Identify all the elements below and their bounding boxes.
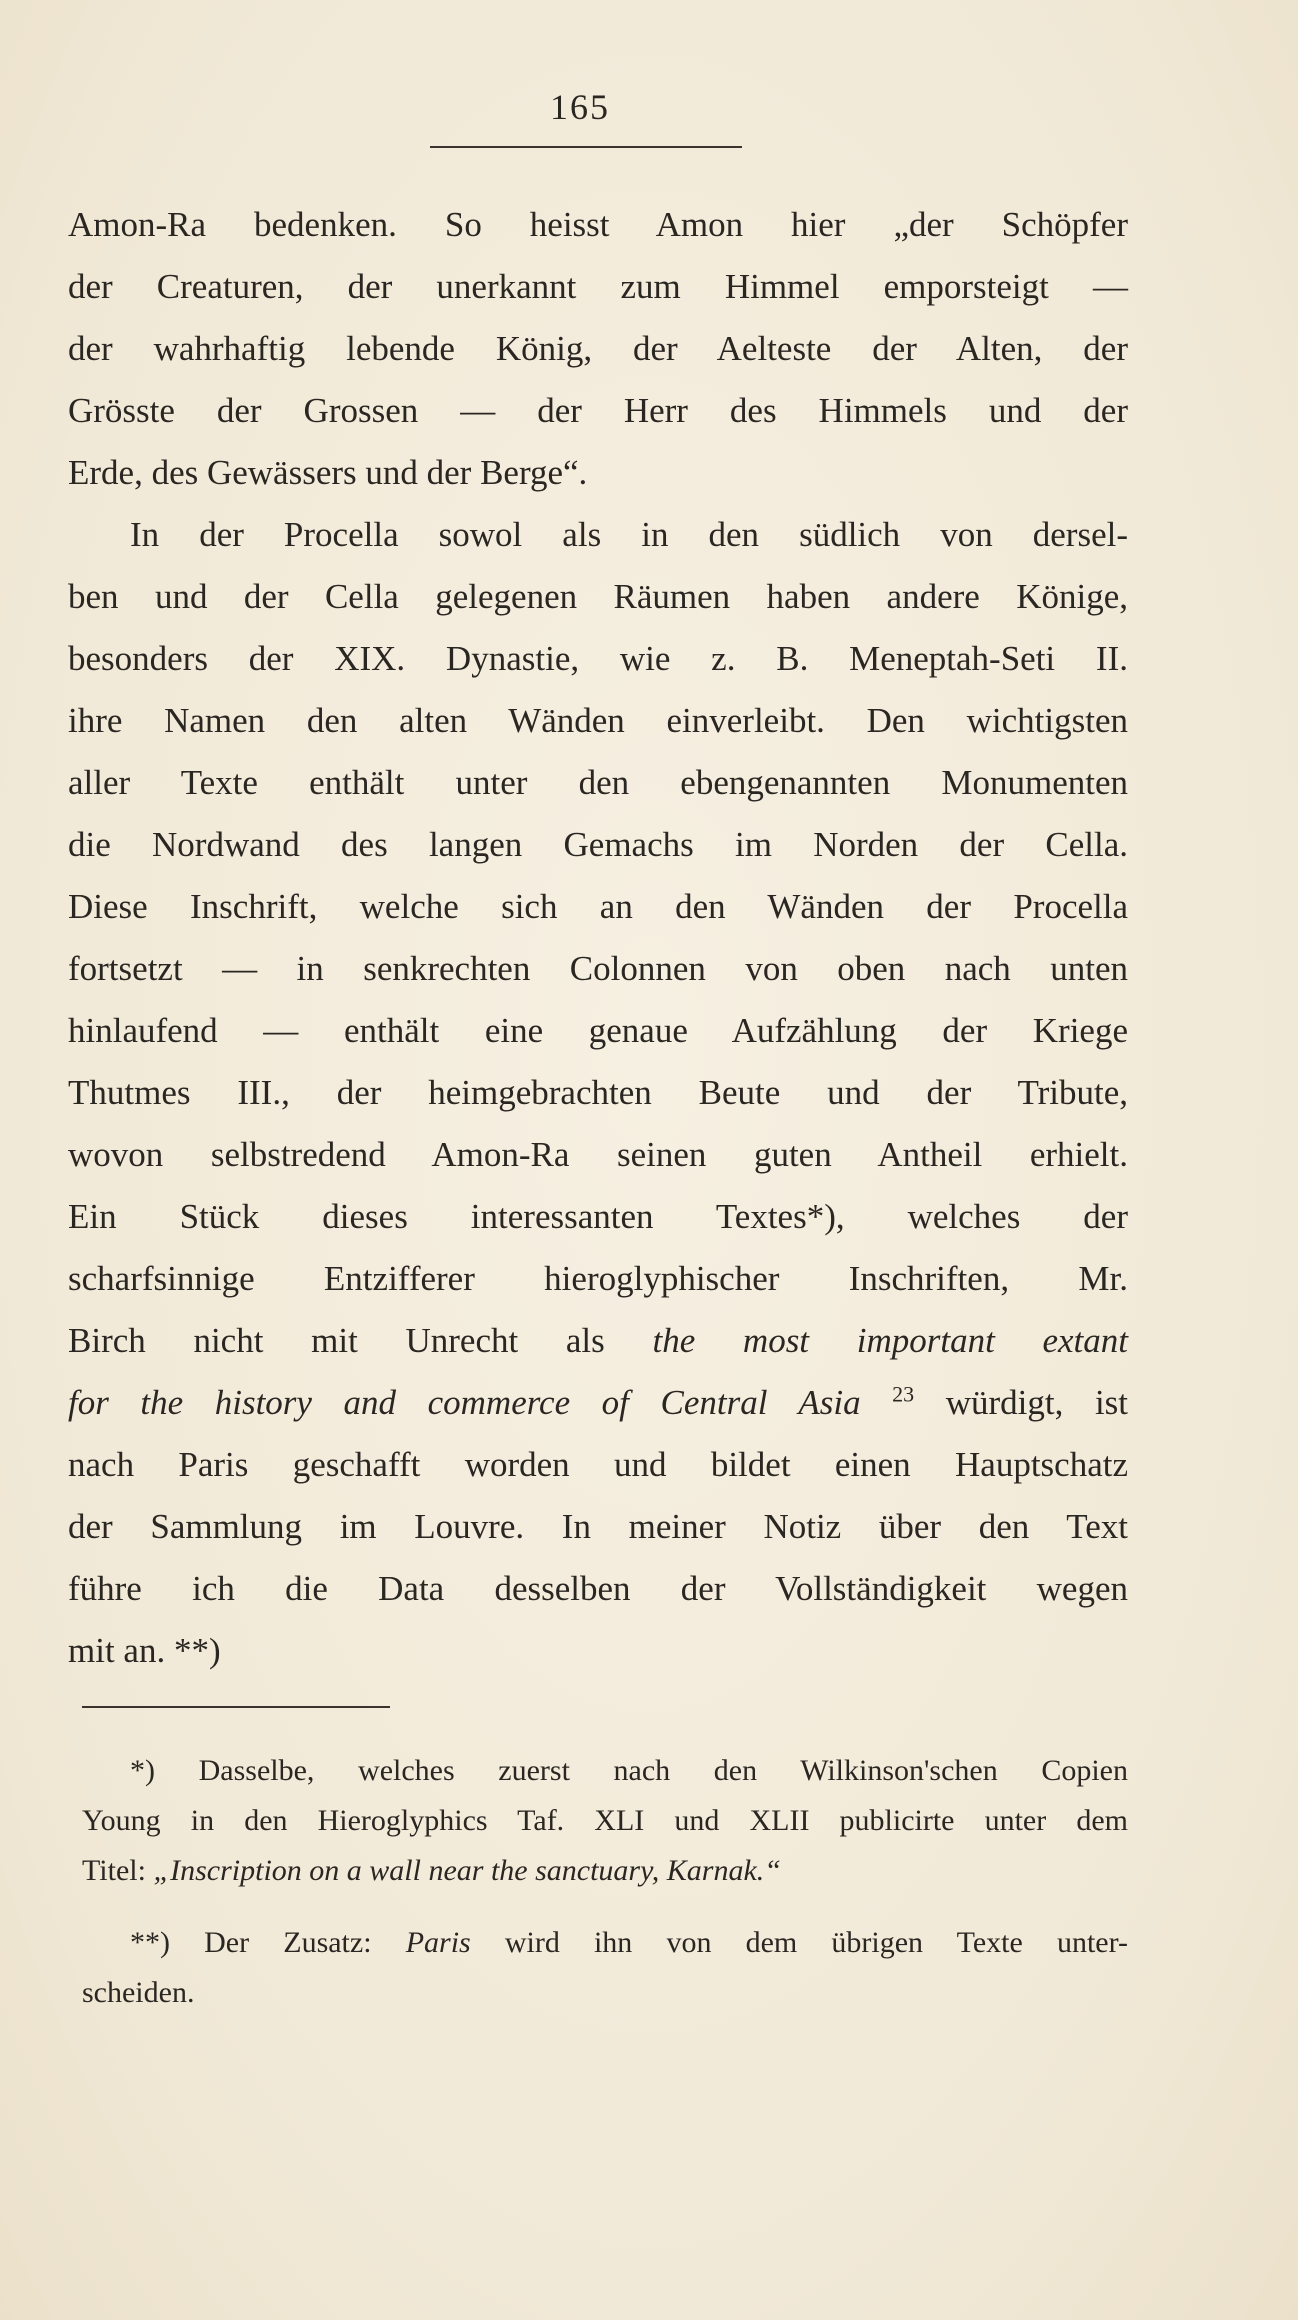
text-line: Amon-Ra bedenken. So heisst Amon hier „der Schöpfer xyxy=(68,205,1128,244)
text-run: **) Der Zusatz: xyxy=(130,1926,406,1959)
footnote-line: Young in den Hieroglyphics Taf. XLI und XLII publicirte unter dem xyxy=(82,1804,1128,1837)
footnote-gap xyxy=(82,1896,1128,1918)
header-rule xyxy=(430,146,742,148)
footnotes xyxy=(82,1746,1128,2018)
text-line xyxy=(68,1372,1128,1434)
text-line: fortsetzt — in senkrechten Colonnen von oben nach unten xyxy=(68,949,1128,988)
italic-phrase: the most important extant xyxy=(652,1321,1128,1360)
footnote-line: scheiden. xyxy=(82,1976,195,2009)
italic-phrase: Paris xyxy=(405,1926,471,1959)
text-run: wird ihn von dem übrigen Texte unter- xyxy=(470,1926,1128,1959)
text-line: wovon selbstredend Amon-Ra seinen guten Antheil erhielt. xyxy=(68,1135,1128,1174)
text-line: scharfsinnige Entzifferer hieroglyphischer Inschriften, Mr. xyxy=(68,1259,1128,1298)
text-run: Titel: xyxy=(82,1854,154,1887)
footnote-line xyxy=(82,1846,1128,1896)
text-line: ben und der Cella gelegenen Räumen haben andere Könige, xyxy=(68,577,1128,616)
text-line: der Sammlung im Louvre. In meiner Notiz über den Text xyxy=(68,1507,1128,1546)
italic-phrase: for the history and commerce of Central Asia xyxy=(68,1383,861,1422)
footnote-line xyxy=(82,1918,1128,1968)
text-line: der Creaturen, der unerkannt zum Himmel emporsteigt — xyxy=(68,267,1128,306)
text-line: die Nordwand des langen Gemachs im Norden der Cella. xyxy=(68,825,1128,864)
body-text xyxy=(68,194,1128,1682)
text-line: führe ich die Data desselben der Vollständigkeit wegen xyxy=(68,1569,1128,1608)
text-line: hinlaufend — enthält eine genaue Aufzählung der Kriege xyxy=(68,1011,1128,1050)
reference-number: 23 xyxy=(892,1381,915,1407)
italic-phrase: „Inscription on a wall near the sanctuary, Karnak.“ xyxy=(153,1854,781,1887)
text-line: mit an. **) xyxy=(68,1631,221,1670)
text-line: der wahrhaftig lebende König, der Aelteste der Alten, der xyxy=(68,329,1128,368)
text-line: aller Texte enthält unter den ebengenannten Monumenten xyxy=(68,763,1128,802)
text-line xyxy=(68,1310,1128,1372)
text-line: ihre Namen den alten Wänden einverleibt. Den wichtigsten xyxy=(68,701,1128,740)
text-line: nach Paris geschafft worden und bildet einen Hauptschatz xyxy=(68,1445,1128,1484)
text-line: Diese Inschrift, welche sich an den Wänden der Procella xyxy=(68,887,1128,926)
text-line: Erde, des Gewässers und der Berge“. xyxy=(68,453,588,492)
footnote-rule xyxy=(82,1706,390,1708)
footnote-line: *) Dasselbe, welches zuerst nach den Wilkinson'schen Copien xyxy=(130,1754,1128,1787)
text-run: Birch nicht mit Unrecht als xyxy=(68,1321,653,1360)
text-run: würdigt, ist xyxy=(914,1383,1129,1422)
text-line: Grösste der Grossen — der Herr des Himmels und der xyxy=(68,391,1128,430)
text-line: besonders der XIX. Dynastie, wie z. B. Meneptah-Seti II. xyxy=(68,639,1128,678)
page-number: 165 xyxy=(550,87,610,127)
text-line: Ein Stück dieses interessanten Textes*), welches der xyxy=(68,1197,1128,1236)
text-line: In der Procella sowol als in den südlich von dersel- xyxy=(130,515,1128,554)
text-line: Thutmes III., der heimgebrachten Beute und der Tribute, xyxy=(68,1073,1128,1112)
